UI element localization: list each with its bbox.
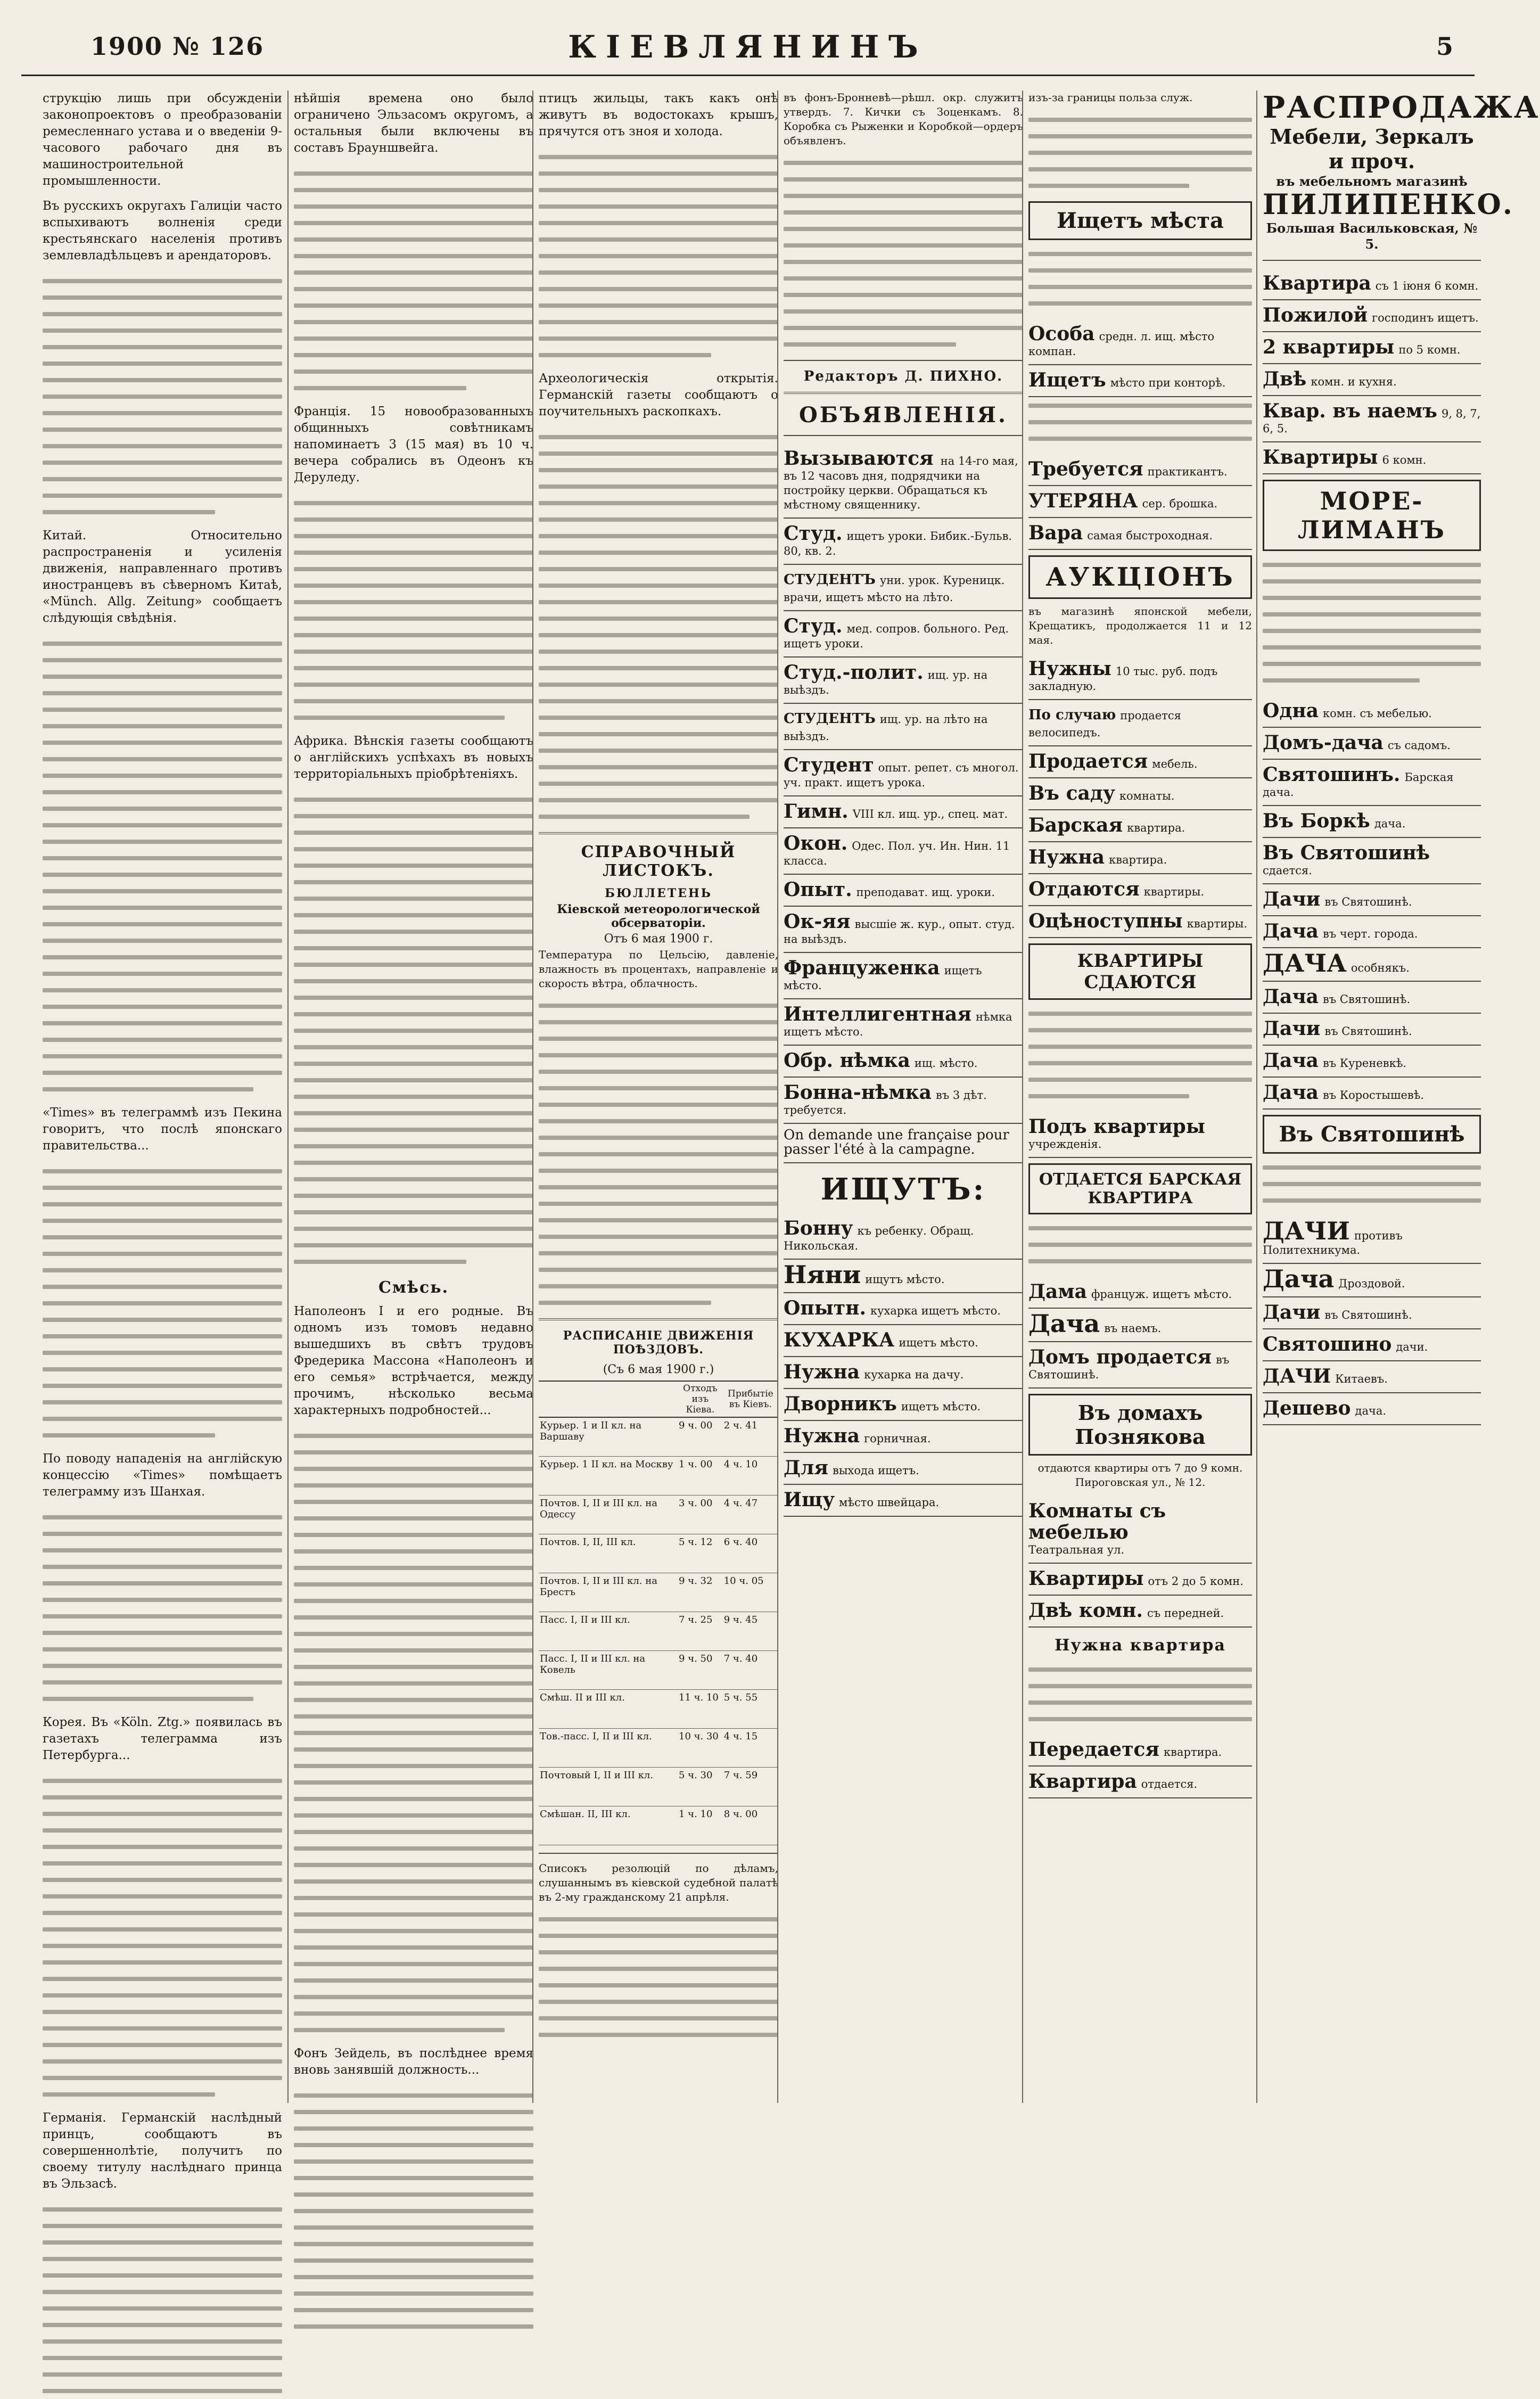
classified-ad: УТЕРЯНА сер. брошка. [1028,486,1252,518]
ad-text: на 14-го мая, въ 12 часовъ дня, подрядчики на постройку церкви. Обращаться къ мѣстному священнику. [784,455,1018,511]
classified-ad: Святошинъ. Барская дача. [1263,760,1481,806]
classified-ad: Въ Святошинѣсдается. [1263,838,1481,884]
classified-ad: Нужны 10 тыс. руб. подъ закладную. [1028,654,1252,700]
sale-shop-name: ПИЛИПЕНКО. [1263,188,1514,221]
classified-ad: Бонна-нѣмка въ 3 дѣт. требуется. [784,1078,1023,1124]
classified-ad: Нужна горничная. [784,1421,1023,1453]
classified-ad: ДАЧИ противъ Политехникума. [1263,1216,1481,1264]
table-row: Почтовый I, II и III кл. 5 ч. 30 7 ч. 59 [539,1768,778,1806]
seek-section-title: ИЩУТЪ: [820,1172,986,1207]
text-block [294,495,533,726]
classified-ad: Особа средн. л. ищ. мѣсто компан. [1028,319,1252,365]
text-block [539,997,778,1311]
table-row: Почтов. I, II, III кл. 5 ч. 12 6 ч. 40 [539,1534,778,1573]
text-block [1028,1005,1252,1104]
classified-ad: Одна комн. съ мебелью. [1263,696,1481,728]
issue-number: 1900 № 126 [90,32,265,61]
svyatoshin-title: Въ Святошинѣ [1263,1115,1481,1154]
article-paragraph: «Times» въ телеграммѣ изъ Пекина говоритъ, что послѣ японскаго правительства... [43,1106,282,1153]
article-paragraph: Наполеонъ I и его родные. Въ одномъ изъ томовъ недавно вышедшихъ въ свѣтъ трудовъ Фредерика Массона «Наполеонъ и его семья» встрѣчается, между прочимъ, нѣсколько весьма характерныхъ подробностей... [294,1304,533,1417]
classified-ad: ДАЧИ Китаевъ. [1263,1361,1481,1393]
article-paragraph: изъ-за границы польза служ. [1028,91,1193,104]
classified-ad: Квартира съ 1 іюня 6 комн. [1263,268,1481,300]
sale-subtitle: Мебели, Зеркалъ и проч. [1270,125,1474,173]
column-2 [287,91,533,2103]
text-block [539,149,778,363]
schedule-title: РАСПИСАНІЕ ДВИЖЕНІЯ ПОѢЗДОВЪ. [563,1329,754,1357]
auction-text: въ магазинѣ японской мебели, Крещатикъ, продолжается 11 и 12 мая. [1028,605,1252,646]
table-row: Смѣшан. II, III кл. 1 ч. 10 8 ч. 00 [539,1806,778,1845]
barskaya-title: ОТДАЕТСЯ БАРСКАЯ КВАРТИРА [1028,1163,1252,1214]
article-paragraph: Африка. Вѣнскія газеты сообщаютъ о англійскихъ успѣхахъ въ новыхъ территоріальныхъ пріобрѣтеніяхъ. [294,734,533,781]
ads-section-title: ОБЪЯВЛЕНIЯ. [799,402,1008,428]
classified-ad: Комнаты съ мебельюТеатральная ул. [1028,1496,1252,1564]
bulletin-title: СПРАВОЧНЫЙ ЛИСТОКЪ. [581,843,736,880]
classified-ad: Дача Дроздовой. [1263,1264,1481,1297]
schedule-header-arrival: Прибытіе въ Кiевъ. [723,1381,778,1417]
classified-ad: Пожилой господинъ ищетъ. [1263,300,1481,332]
classified-ad: Дача въ наемъ. [1028,1309,1252,1342]
poznyakov-title: Въ домахъ Познякова [1028,1394,1252,1456]
classified-ad: Дворникъ ищетъ мѣсто. [784,1389,1023,1421]
divider [784,435,1023,436]
column-5 [1022,91,1252,2103]
divider [539,832,778,834]
section-title: Смѣсь. [378,1278,449,1297]
text-block [1263,1159,1481,1209]
schedule-subtitle: (Съ 6 мая 1900 г.) [603,1363,714,1376]
text-block [43,1163,282,1443]
article-paragraph: Германія. Германскій наслѣдный принцъ, сообщаютъ въ совершеннолѣтіе, получитъ по своему титулу наслѣднаго принца въ Эльзасѣ. [43,2111,282,2191]
text-block [294,1427,533,2038]
classified-ad: Дача въ Куреневкѣ. [1263,1046,1481,1078]
classified-ad: Интеллигентная нѣмка ищетъ мѣсто. [784,999,1023,1046]
article-paragraph: Корея. Въ «Köln. Ztg.» появилась въ газетахъ телеграмма изъ Петербурга... [43,1715,282,1762]
classified-ad: Дешево дача. [1263,1393,1481,1425]
classified-ad: Обр. нѣмка ищ. мѣсто. [784,1046,1023,1078]
poznyakov-text: отдаются квартиры отъ 7 до 9 комн. Пироговская ул., № 12. [1037,1461,1243,1489]
article-paragraph: Списокъ резолюцій по дѣламъ, слушаннымъ въ кіевской судебной палатѣ въ 2-му гражданскому 21 апрѣля. [539,1862,778,1903]
sale-address: Большая Васильковская, № 5. [1266,220,1478,252]
classified-ad: Дача въ черт. города. [1263,916,1481,948]
classified-ad: Дама француж. ищетъ мѣсто. [1028,1277,1252,1309]
divider [1263,260,1481,261]
sale-shop-line: въ мебельномъ магазинѣ [1276,174,1468,189]
classified-ad: КУХАРКА ищетъ мѣсто. [784,1325,1023,1357]
table-row: Тов.-пасс. I, II и III кл. 10 ч. 30 4 ч. 15 [539,1729,778,1768]
classified-ad: Опытн. кухарка ищетъ мѣсто. [784,1293,1023,1325]
classified-ad: Дача въ Святошинѣ. [1263,982,1481,1014]
classified-ad: Вара самая быстроходная. [1028,518,1252,550]
classified-ad: Двѣ комн. съ передней. [1028,1596,1252,1628]
table-row: Пасс. I, II и III кл. 7 ч. 25 9 ч. 45 [539,1612,778,1651]
divider [784,360,1023,361]
classified-ad: Ищетъ мѣсто при конторѣ. [1028,365,1252,397]
column-4 [777,91,1023,2103]
auction-title: АУКЦIОНЪ [1028,555,1252,599]
table-row: Курьер. 1 и II кл. на Варшаву 9 ч. 00 2 ч. 41 [539,1417,778,1457]
bulletin-text: Температура по Цельсію, давленіе, влажность въ процентахъ, направленіе и скорость вѣтра, облачность. [539,948,778,990]
classified-ad: On demande une française pour passer l'été à la campagne. [784,1124,1023,1163]
classified-ad: Дачи въ Святошинѣ. [1263,1014,1481,1046]
table-row: Почтов. I, II и III кл. на Брестъ 9 ч. 32 10 ч. 05 [539,1573,778,1612]
bulletin-org: Кiевской метеорологической обсерваторiи. [557,902,760,930]
classified-ad: Подъ квартирыучрежденія. [1028,1112,1252,1158]
divider [539,1318,778,1320]
classified-ad: Дачи въ Святошинѣ. [1263,884,1481,916]
classified-ad: Барская квартира. [1028,810,1252,842]
classified-ad: Дачи въ Святошинѣ. [1263,1297,1481,1329]
classified-ad: Продается мебель. [1028,746,1252,778]
classified-ad: Француженка ищетъ мѣсто. [784,953,1023,999]
classified-ad: Студент опыт. репет. съ многол. уч. практ. ищетъ урока. [784,750,1023,796]
classified-ad: ДАЧА особнякъ. [1263,948,1481,982]
text-block [539,429,778,825]
article-paragraph: птицъ жильцы, такъ какъ онѣ живутъ въ водостокахъ крышъ, прячутся отъ зноя и холода. [539,92,778,138]
classified-ad: Передается квартира. [1028,1735,1252,1767]
classified-ad: По случаю продается велосипедъ. [1028,700,1252,746]
train-schedule-table [539,1381,778,1845]
newspaper-title: КIЕВЛЯНИНЪ [568,29,928,65]
ad-keyword: Вызываются [784,447,934,470]
text-block [1028,245,1252,311]
classified-ad: Няни ищутъ мѣсто. [784,1260,1023,1293]
text-block [784,154,1023,352]
article-paragraph: нѣйшія времена оно было ограничено Эльзасомъ округомъ, а остальныя были включены въ составъ Брауншвейга. [294,92,533,155]
text-block [1263,556,1481,688]
classified-ad: Студ. мед. сопров. больного. Ред. ищетъ уроки. [784,611,1023,658]
text-block [539,1911,778,2043]
classified-ad: Требуется практикантъ. [1028,454,1252,486]
classified-ad: Опыт. преподават. ищ. уроки. [784,875,1023,907]
apartments-title: КВАРТИРЫ СДАЮТСЯ [1028,943,1252,1000]
classified-ad: Нужна кухарка на дачу. [784,1357,1023,1389]
classified-ad: Нужна квартира. [1028,842,1252,874]
text-block [43,1772,282,2102]
divider [784,392,1023,394]
text-block [1028,111,1252,194]
divider [539,1853,778,1854]
article-paragraph: Китай. Относительно распространенія и усиленія движенія, направленнаго противъ иностранцевъ въ сѣверномъ Китаѣ, «Münch. Allg. Zeitung» сообщаетъ слѣдующія свѣдѣнія. [43,529,282,625]
article-paragraph: Франція. 15 новообразованныхъ общинныхъ совѣтникамъ напоминаетъ 3 (15 мая) въ 10 ч. вечера собрались въ Одеонъ къ Деруледу. [294,405,533,484]
classified-ad: Ищу мѣсто швейцара. [784,1485,1023,1517]
sale-title: РАСПРОДАЖА [1263,90,1540,125]
editor-line: Редакторъ Д. ПИХНО. [803,368,1003,384]
column-1 [43,91,282,2191]
classified-ad: Для выхода ищетъ. [784,1453,1023,1485]
classified-ad: Дача въ Коростышевѣ. [1263,1078,1481,1110]
classified-ad: Отдаются квартиры. [1028,874,1252,906]
bulletin-subtitle: БЮЛЛЕТЕНЬ [605,886,712,900]
classified-ad: Домъ продается въ Святошинѣ. [1028,1342,1252,1389]
classified-ad: Двѣ комн. и кухня. [1263,364,1481,396]
table-row: Пасс. I, II и III кл. на Ковель 9 ч. 50 7 ч. 40 [539,1651,778,1690]
text-block [294,165,533,396]
classified-ad: Ок-яя высшіе ж. кур., опыт. студ. на выѣздъ. [784,907,1023,953]
article-paragraph: По поводу нападенія на англійскую концессію «Times» помѣщаетъ телеграмму изъ Шанхая. [43,1452,282,1499]
classified-ad: Въ Боркѣ дача. [1263,806,1481,838]
newspaper-page [21,16,1540,2191]
table-row: Почтов. I, II и III кл. на Одессу 3 ч. 00 4 ч. 47 [539,1496,778,1534]
masthead [21,16,1475,76]
needed-apartment-title: Нужна квартира [1055,1636,1226,1655]
text-block [1028,1220,1252,1269]
classified-ad: Святошино дачи. [1263,1329,1481,1361]
classified-ad: Оцѣноступны квартиры. [1028,906,1252,938]
seek-title-box: Ищетъ мѣста [1028,201,1252,240]
article-paragraph: Въ русскихъ округахъ Галиціи часто вспыхиваютъ волненія среди крестьянскаго населенія противъ землевладѣльцевъ и арендаторовъ. [43,199,282,262]
sale-advertisement [1263,90,1540,252]
column-3 [532,91,778,2103]
text-block [294,2087,533,2335]
text-block [1028,397,1252,447]
article-paragraph: Археологическія открытія. Германскій газеты сообщаютъ о поучительныхъ раскопкахъ. [539,372,778,418]
article-paragraph: въ фонъ-Бронневѣ—рѣшл. окр. служитъ утвердъ. 7. Кички съ Зоценкамъ. 8. Коробка съ Рыженки и Коробкой—ордеръ объявленъ. [784,91,1023,147]
bulletin-date: Отъ 6 мая 1900 г. [604,932,713,946]
classified-ad: Квартира отдается. [1028,1767,1252,1798]
text-block [43,273,282,520]
text-block [294,791,533,1270]
classified-ad: Квар. въ наемъ 9, 8, 7, 6, 5. [1263,396,1481,442]
schedule-header-departure: Отходъ изъ Кiева. [678,1381,723,1417]
table-row: Курьер. 1 II кл. на Москву 1 ч. 00 4 ч. 10 [539,1457,778,1496]
classified-ad: 2 квартиры по 5 комн. [1263,332,1481,364]
classified-ad: Гимн. VIII кл. ищ. ур., спец. мат. [784,796,1023,828]
text-block [43,635,282,1097]
classified-ad: Квартиры отъ 2 до 5 комн. [1028,1564,1252,1596]
page-number: 5 [1436,32,1453,61]
classified-ad: Домъ-дача съ садомъ. [1263,728,1481,760]
text-block [43,1509,282,1707]
article-paragraph: Фонъ Зейдель, въ послѣднее время вновь занявшій должность... [294,2047,533,2077]
classified-ad [784,443,1023,519]
column-6 [1256,90,1540,2103]
classified-ad: Студ.-полит. ищ. ур. на выѣздъ. [784,658,1023,704]
sea-liman-title: МОРЕ-ЛИМАНЪ [1263,480,1481,551]
classified-ad: СТУДЕНТЪ ищ. ур. на лѣто на выѣздъ. [784,704,1023,750]
article-paragraph: струкцію лишь при обсужденіи законопроектовъ о преобразованіи ремесленнаго устава и о введеніи 9-часового рабочаго дня въ машиностроительной промышленности. [43,92,282,188]
classified-ad: Въ саду комнаты. [1028,778,1252,810]
classified-ad: Бонну къ ребенку. Обращ. Никольская. [784,1213,1023,1260]
text-block [1028,1661,1252,1727]
classified-ad: Квартиры 6 комн. [1263,442,1481,474]
classified-ad: Окон. Одес. Пол. уч. Ин. Нин. 11 класса. [784,828,1023,875]
table-row: Смѣш. II и III кл. 11 ч. 10 5 ч. 55 [539,1690,778,1729]
classified-ad: Студ. ищетъ уроки. Бибик.-Бульв. 80, кв. 2. [784,519,1023,565]
classified-ad: СТУДЕНТЪ уни. урок. Куреницк. врачи, ищетъ мѣсто на лѣто. [784,565,1023,611]
text-block [43,2201,282,2399]
